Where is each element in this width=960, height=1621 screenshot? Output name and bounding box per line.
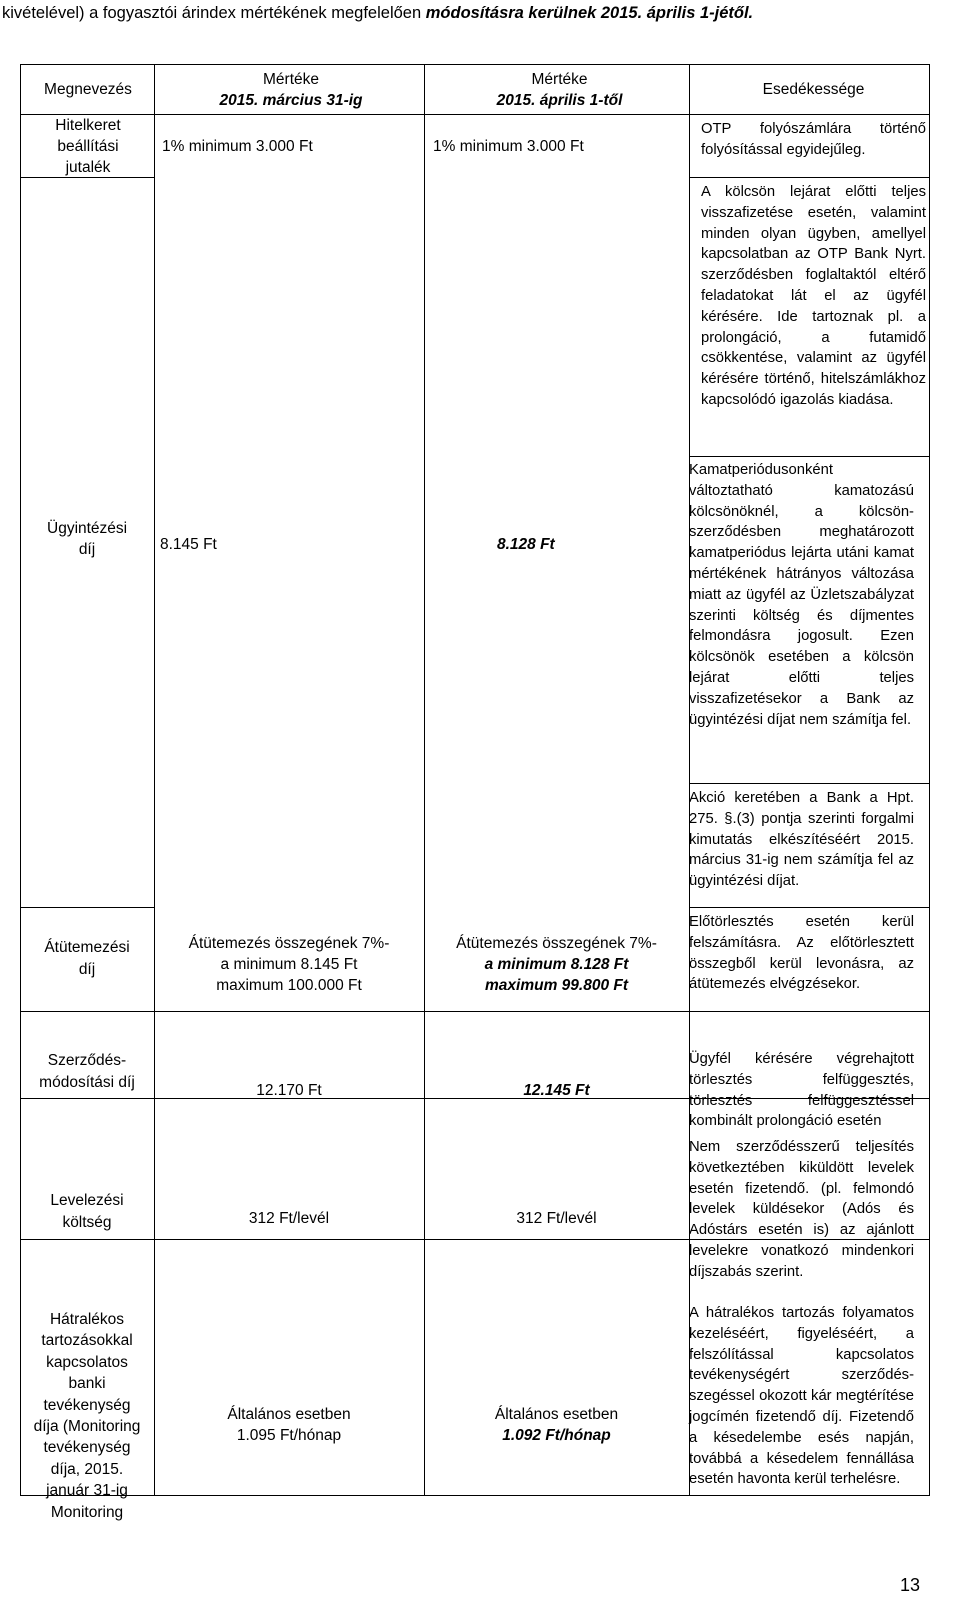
row-new-value: 312 Ft/levél (516, 1210, 597, 1227)
row-new-value: 1% minimum 3.000 Ft (433, 138, 584, 155)
header-due: Esedékessége (762, 80, 865, 98)
row-new-value: Általános esetben 1.092 Ft/hónap (494, 1406, 619, 1444)
row-due: Kamatperiódusonként változtatható kamatozású kölcsönöknél, a kölcsön-szerződésben meghatározott kamatperiódus lejárta utáni kamat mértékének hátrányos változása miatt az ügyfél az Üzletszabályzat szerinti költség és díjmentes felmondásra jogosult. Ezen kölcsönök esetében a kölcsön lejárat előtti teljes visszafizetésekor a Bank az ügyintézési díjat nem számítja fel. (689, 462, 914, 728)
intro-text: kivételével) a fogyasztói árindex mértékének megfelelően (2, 4, 426, 22)
row-new-value: 8.128 Ft (497, 536, 555, 553)
row-name: Hátralékos tartozásokkal kapcsolatos banki tevékenység díja (Monitoring tevékenység díja, 2015. január 31-ig Monitoring (33, 1311, 141, 1521)
row-name: Szerződés-módosítási díj (39, 1052, 135, 1091)
row-old-value: 12.170 Ft (256, 1082, 322, 1099)
row-name: Ügyintézési díj (47, 520, 128, 558)
header-new: Mértéke 2015. április 1-től (496, 70, 623, 109)
row-old-value: Átütemezés összegének 7%- a minimum 8.145 Ft maximum 100.000 Ft (188, 935, 390, 994)
row-old-value: 1% minimum 3.000 Ft (162, 138, 313, 155)
row-due: OTP folyószámlára történő folyósítással egyidejűleg. (701, 121, 926, 158)
row-old-value: 312 Ft/levél (248, 1210, 330, 1227)
row-due: A kölcsön lejárat előtti teljes visszafizetése esetén, valamint minden olyan ügyben, amellyel kapcsolatban az OTP Bank Nyrt. szerződésben foglaltaktól eltérő feladatokat lát el az ügyfél kérésére. Ide tartoznak pl. a prolongáció, a futamidő csökkentése, valamint az ügyfél kérésére történő, hitelszámlákhoz kapcsolódó igazolás kiadása. (701, 184, 926, 408)
row-due: Nem szerződésszerű teljesítés következtében kiküldött levelek esetén fizetendő. (pl. felmondó levelek küldésekor (Adós és Adóstárs esetén is) az ajánlott levelekre vonatkozó mindenkori díjszabás szerint. (689, 1139, 914, 1280)
header-name: Megnevezés (44, 81, 132, 98)
intro-paragraph (2, 0, 952, 26)
row-name: Levelezési költség (50, 1192, 124, 1231)
intro-bold-text: módosításra kerülnek 2015. április 1-jétől. (425, 4, 754, 22)
header-old: Mértéke 2015. március 31-ig (219, 70, 363, 109)
row-new-value: Átütemezés összegének 7%- a minimum 8.128 Ft maximum 99.800 Ft (456, 935, 657, 994)
row-old-value: 8.145 Ft (160, 536, 217, 553)
row-due-extra: Akció keretében a Bank a Hpt. 275. §.(3) pontja szerinti forgalmi kimutatás elkészítéséért 2015. március 31-ig nem számítja fel az ügyintézési díjat. (689, 790, 914, 890)
row-due: Előtörlesztés esetén kerül felszámításra. Az előtörlesztett összegből kerül levonásra, az átütemezés elvégzésekor. (689, 914, 914, 993)
page-number: 13 (900, 1575, 921, 1595)
row-name: Hitelkeret beállítási jutalék (55, 117, 121, 176)
row-name: Átütemezési díj (44, 939, 130, 978)
row-old-value: Általános esetben 1.095 Ft/hónap (227, 1406, 351, 1444)
row-due: A hátralékos tartozás folyamatos kezeléséért, figyeléséért, a felszólítással kapcsolatos tevékenységért szerződés-szegéssel okozott kár megtérítése jogcímén fizetendő díj. Fizetendő a késedelembe esés napján, továbbá a késedelem fennállása esetén havonta kerül terhelésre. (689, 1305, 914, 1488)
row-new-value: 12.145 Ft (523, 1082, 590, 1099)
row-due: Ügyfél kérésére végrehajtott törlesztés felfüggesztés, törlesztés felfüggesztéssel kombinált prolongáció esetén (689, 1051, 914, 1130)
